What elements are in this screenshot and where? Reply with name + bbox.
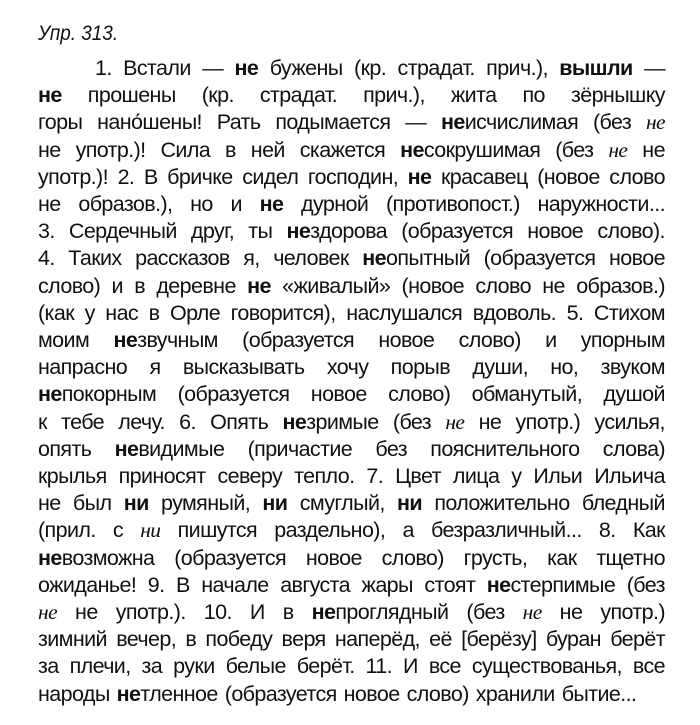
text-line: опять невидимые (причастие без пояснительного слова)	[38, 436, 665, 461]
text-line: (как у нас в Орле говорится), наслушался вдоволь. 5. Стихом	[38, 300, 665, 325]
emphasis-bold: не	[247, 273, 271, 298]
emphasis-bold: не	[400, 137, 424, 162]
emphasis-bold: не	[234, 56, 259, 80]
emphasis-bold: не	[282, 409, 307, 434]
text-line: моим незвучным (образуется новое слово) и упорным	[38, 328, 665, 352]
emphasis-bold: не	[486, 572, 511, 597]
text-line: зимний вечер, в победу веря наперёд, её [берёзу] буран берёт	[38, 627, 665, 652]
emphasis-italic: не	[608, 137, 628, 162]
text-line: не употр.)! Сила в ней скажется несокрушимая (без не не	[38, 137, 665, 162]
emphasis-bold: не	[311, 600, 336, 624]
text-line: к тебе лечу. 6. Опять незримые (без не не употр.) усилья,	[38, 409, 665, 434]
text-line: употр.)! 2. В бричке сидел господин, не красавец (новое слово	[38, 164, 665, 189]
text-line: горы нано́шены! Рать подымается — неисчислимая (без не	[38, 110, 665, 135]
emphasis-bold: ни	[397, 491, 423, 516]
text-line: за плечи, за руки белые берёт. 11. И все существованья, все	[38, 654, 665, 679]
emphasis-bold: не	[38, 382, 62, 407]
emphasis-italic: не	[522, 600, 542, 624]
emphasis-bold: не	[259, 192, 284, 216]
text-line: 4. Таких рассказов я, человек неопытный (образуется новое	[38, 246, 665, 271]
emphasis-bold: не	[113, 328, 138, 352]
text-line: невозможна (образуется новое слово) грусть, как тщетно	[38, 545, 665, 570]
emphasis-bold: не	[286, 219, 311, 244]
emphasis-bold: не	[116, 681, 141, 706]
text-line: 1. Встали — не бужены (кр. страдат. прич.), вышли —	[95, 56, 665, 80]
text-line: непокорным (образуется новое слово) обманутый, душой	[38, 382, 665, 407]
text-line: напрасно я высказывать хочу порыв души, но, звуком	[38, 355, 665, 380]
emphasis-italic: ни	[140, 518, 161, 543]
emphasis-bold: не	[440, 110, 465, 135]
emphasis-italic: не	[645, 110, 665, 135]
text-line: не был ни румяный, ни смуглый, ни положительно бледный	[38, 491, 665, 516]
text-line: слово) и в деревне не «живалый» (новое слово не образов.)	[38, 273, 665, 298]
text-line: не не употр.). 10. И в непроглядный (без не не употр.)	[38, 600, 665, 624]
emphasis-italic: не	[445, 409, 465, 434]
emphasis-bold: вышли	[559, 56, 633, 80]
emphasis-bold: не	[362, 246, 387, 271]
emphasis-bold: не	[114, 436, 139, 461]
emphasis-bold: ни	[123, 491, 149, 516]
emphasis-italic: не	[38, 600, 58, 624]
exercise-heading: Упр. 313.	[38, 22, 119, 45]
text-line: крылья приносят северу тепло. 7. Цвет лица у Ильи Ильича	[38, 464, 665, 488]
text-line: (прил. с ни пишутся раздельно), а безразличный... 8. Как	[38, 518, 665, 543]
emphasis-bold: не	[407, 164, 432, 189]
text-line: не прошены (кр. страдат. прич.), жита по зёрнышку	[38, 83, 665, 108]
text-line: не образов.), но и не дурной (противопост.) наружности...	[38, 192, 665, 216]
text-line: народы нетленное (образуется новое слово) хранили бытие...	[38, 681, 637, 706]
emphasis-bold: не	[38, 83, 62, 108]
emphasis-bold: ни	[262, 491, 288, 516]
text-line: 3. Сердечный друг, ты нездорова (образуется новое слово).	[38, 219, 665, 244]
text-line: ожиданье! 9. В начале августа жары стоят нестерпимые (без	[38, 572, 665, 597]
emphasis-bold: не	[38, 545, 62, 570]
